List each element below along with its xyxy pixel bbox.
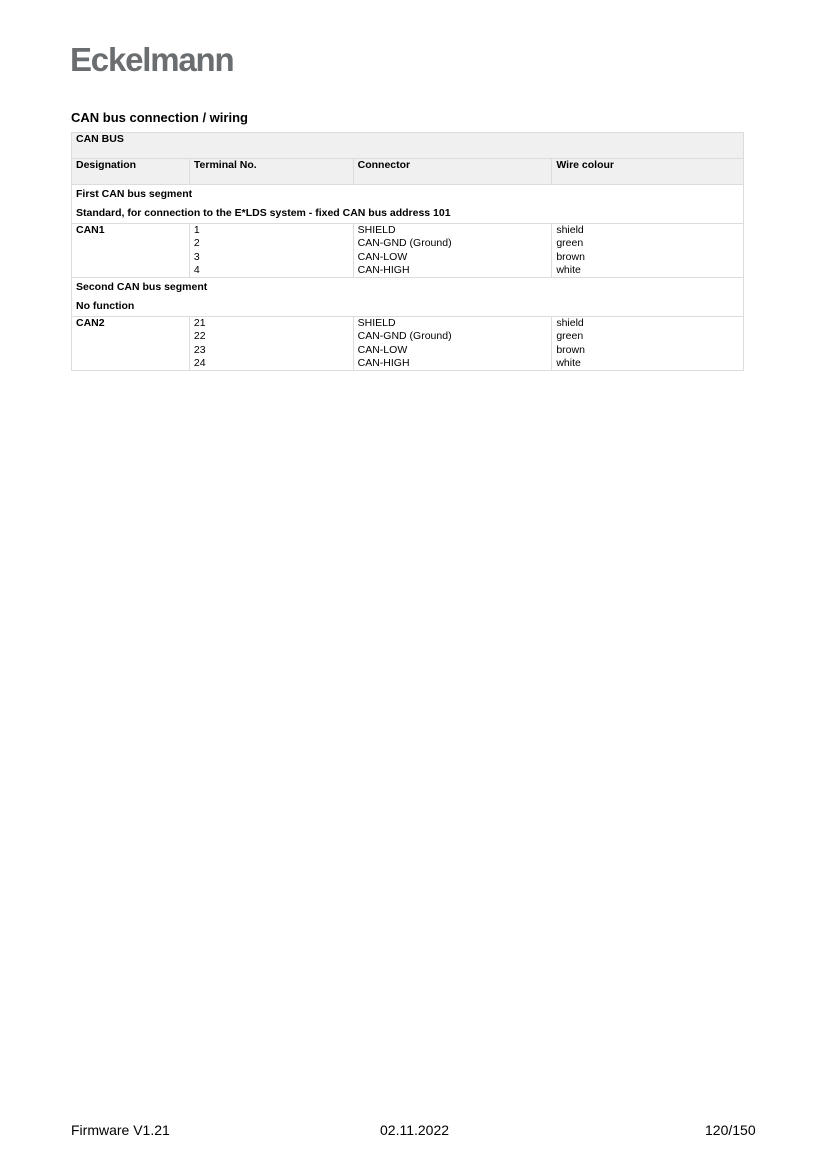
wire-colour-value: green [556,330,584,343]
wire-colour-cell [552,224,744,278]
footer-date: 02.11.2022 [380,1122,450,1138]
wire-colour-value: shield [556,317,584,330]
wire-colour-value: brown [556,250,585,263]
segment-heading: Second CAN bus segment [76,281,208,294]
segment-description: No function [76,300,135,313]
header-designation: Designation [72,159,190,185]
eckelmann-logo: Eckelmann [70,41,234,78]
wire-colour-value: brown [556,343,585,356]
wire-colour-value: white [556,263,581,276]
header-connector: Connector [353,159,552,185]
designation-cell: CAN2 [72,317,190,371]
designation-cell: CAN1 [72,224,190,278]
connector-value: SHIELD [357,317,396,330]
footer-firmware: Firmware V1.21 [71,1122,170,1138]
segment-header-cell [72,278,744,317]
header-wire-colour: Wire colour [552,159,744,185]
segment-header-row [72,185,744,224]
terminal-value: 4 [193,263,200,276]
wire-colour-value: white [556,357,581,370]
terminal-cell [189,317,353,371]
connector-value: CAN-GND (Ground) [357,237,452,250]
connector-value: SHIELD [357,224,396,236]
terminal-value: 1 [193,224,200,236]
wire-colour-value: green [556,237,584,250]
wire-colour-value: shield [556,224,584,236]
segment-header-row [72,278,744,317]
connector-value: CAN-HIGH [357,263,410,276]
table-row [72,224,744,278]
can-bus-table [71,132,744,371]
segment-description: Standard, for connection to the E*LDS system - fixed CAN bus address 101 [76,207,451,219]
column-header-row [72,159,744,185]
table-row [72,317,744,371]
footer-page-number: 120/150 [705,1122,756,1138]
terminal-value: 3 [193,250,200,263]
wire-colour-cell [552,317,744,371]
section-title: CAN bus connection / wiring [71,110,248,125]
segment-header-cell [72,185,744,224]
terminal-value: 23 [193,343,206,356]
terminal-value: 2 [193,237,200,250]
connector-value: CAN-LOW [357,343,408,356]
connector-value: CAN-GND (Ground) [357,330,452,343]
table-title: CAN BUS [72,133,744,159]
terminal-value: 24 [193,357,206,370]
connector-cell [353,317,552,371]
connector-value: CAN-LOW [357,250,408,263]
connector-cell [353,224,552,278]
terminal-cell [189,224,353,278]
connector-value: CAN-HIGH [357,357,410,370]
segment-heading: First CAN bus segment [76,188,193,200]
terminal-value: 22 [193,330,206,343]
terminal-value: 21 [193,317,206,330]
table-title-row [72,133,744,159]
header-terminal-no: Terminal No. [189,159,353,185]
